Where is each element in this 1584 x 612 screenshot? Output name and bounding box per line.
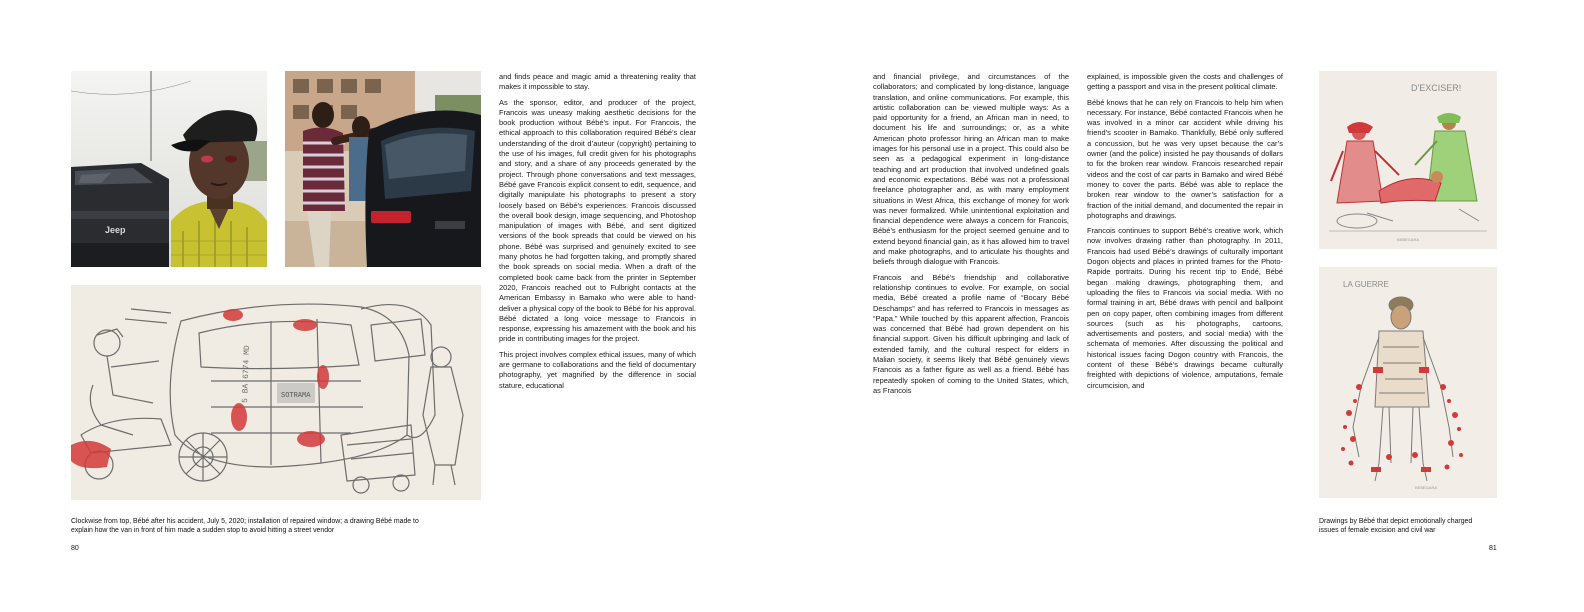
right-col1-paragraph-2: Francois and Bébé’s friendship and collaborative relationship continues to evolve. For example, on social media, Bébé created a profile name of “Bocary Bébé Deschamps” and has referred to Francois in messages as “Papa.” While touched by this apparent affection, Francois was concerned that Bébé had grown dependent on his financial support. Given his difficult upbringing and lack of extended family, and the cultural respect for elders in Malian society, it seems likely that Bébé genuinely views Francois as a father figure as well as a friend. Bébé has repeatedly spoken of coming to the United States, which, as Francois xyxy=(873,272,1069,395)
right-col2-paragraph-3: Francois continues to support Bébé’s creative work, which now involves drawing rather than photography. In 2011, Francois had used Bébé’s drawings of culturally important Dogon objects and places in printed frames for the Photo-Rapide portraits. During his recent trip to Endé, Bébé began making drawings, photographing them, and uploading the files to Francois via social media. With no formal training in art, Bébé draws with pencil and ballpoint pen on copy paper, often combining images from different sources (such as his photographs, cartoons, advertisements and posters, and social media) with the schemata of memories. After discussing the political and historical issues facing Dogon country with Francois, the content of these Bébé’s drawings became culturally freighted with depictions of violence, amputations, female circumcision, and xyxy=(1087,226,1283,390)
drawing-van-accident xyxy=(71,285,481,500)
left-caption-line-2: explain how the van in front of him made a sudden stop to avoid hitting a street vendor xyxy=(71,527,335,534)
left-page-number: 80 xyxy=(71,545,79,552)
drawing-excision xyxy=(1319,71,1497,249)
right-caption-line-2: issues of female excision and civil war xyxy=(1319,527,1436,534)
jeep-badge: Jeep xyxy=(105,225,126,235)
left-paragraph-2: As the sponsor, editor, and producer of the project, Francois was uneasy making aesthetic decisions for the book production without Bébé’s input. For Francois, the ethical approach to this collaboration required Bébé’s clear understanding of the droit d’auteur (copyright) pertaining to the use of his images, full credit given for his photographs and story, and a share of any proceeds generated by the project. Through phone conversations and text messages, Bébé gave Francois explicit consent to edit, sequence, and digitally manipulate his photographs to present a story loosely based on Bébé’s experiences. Francois discussed the overall book design, image sequencing, and Photoshop manipulation of images with Bébé, and sent digitized versions of the book spreads that could be viewed on his phone. Bébé was surprised and genuinely excited to see many photos he had forgotten taking, and promptly shared the book spreads on social media. When a draft of the completed book came back from the printer in September 2020, Francois reached out to Fulbright contacts at the American Embassy in Bamako who were able to hand-deliver a physical copy of the book to Bébé for his approval. Bébé dictated a long voice message to Francois in response, expressing his amazement with the book and his pride in contributing images for the project. xyxy=(499,97,696,344)
drawing-top-title: D'EXCISER! xyxy=(1411,83,1462,93)
left-photo-caption xyxy=(71,517,491,535)
right-page-number: 81 xyxy=(1489,545,1497,552)
photo-bebe-after-accident xyxy=(71,71,267,267)
left-paragraph-1: and finds peace and magic amid a threatening reality that makes it impossible to stay. xyxy=(499,72,696,92)
drawing-top-signature: BEBEGARA xyxy=(1397,237,1420,242)
drawing-bottom-signature: BEBEGARA xyxy=(1415,485,1438,490)
drawing-civil-war xyxy=(1319,267,1497,498)
left-text-column xyxy=(499,72,696,391)
photo-window-installation xyxy=(285,71,481,267)
van-plate-label: 5 BA 6774 MD xyxy=(241,345,253,404)
van-side-label: SOTRAMA xyxy=(281,392,311,400)
right-col2-paragraph-1: explained, is impossible given the costs and challenges of getting a passport and visa in the present political climate. xyxy=(1087,72,1283,92)
right-caption-line-1: Drawings by Bébé that depict emotionally charged xyxy=(1319,518,1473,525)
right-page xyxy=(792,0,1584,612)
right-text-column-1 xyxy=(873,72,1069,396)
right-col1-paragraph-1: and financial privilege, and circumstances of the collaborators; and complicated by long-distance, language translation, and online communications. For example, this artistic collaboration can be viewed multiple ways: As a paid opportunity for a friend, an African man in need, to document his life and surroundings; or, as a white American photo professor hiring an African man to make images for his personal use in a project. This could also be seen as a pedagogical experiment in long-distance teaching and art production that involved undefined goals and economic expectations. Bébé was not a professional freelance photographer and, as with many employment situations in West Africa, this exchange of money for work was never formalized. While unintentional exploitation and financial dependence were always a concern for Francois, Bébé’s enthusiasm for the project seemed genuine and to extend beyond financial gain, as it has allowed him to travel and make photographs, and to articulate his thoughts and beliefs through dialogue with Francois. xyxy=(873,72,1069,267)
right-col2-paragraph-2: Bébé knows that he can rely on Francois to help him when necessary. For instance, Bébé contacted Francois when he was involved in a minor car accident while driving his friend’s scooter in Bamako. Thankfully, Bébé only suffered a concussion, but he was very upset because the car’s owner (and the police) insisted he pay thousands of dollars to fix the broken rear window. Francois researched repair videos and the cost of car parts in Bamako and wired Bébé money to cover the parts. Bébé was able to replace the broken rear window to the owner’s satisfaction for a fraction of the initial demand, and documented the repair in photographs and drawings. xyxy=(1087,97,1283,220)
right-drawing-caption xyxy=(1319,517,1519,535)
left-caption-line-1: Clockwise from top, Bébé after his accident, July 5, 2020; installation of repaired window; a drawing Bébé made to xyxy=(71,518,419,525)
left-paragraph-3: This project involves complex ethical issues, many of which are germane to collaborations and the field of documentary photography, yet magnified by the difference in social stature, educational xyxy=(499,349,696,390)
right-text-column-2 xyxy=(1087,72,1283,391)
drawing-bottom-title: LA GUERRE xyxy=(1343,280,1389,289)
